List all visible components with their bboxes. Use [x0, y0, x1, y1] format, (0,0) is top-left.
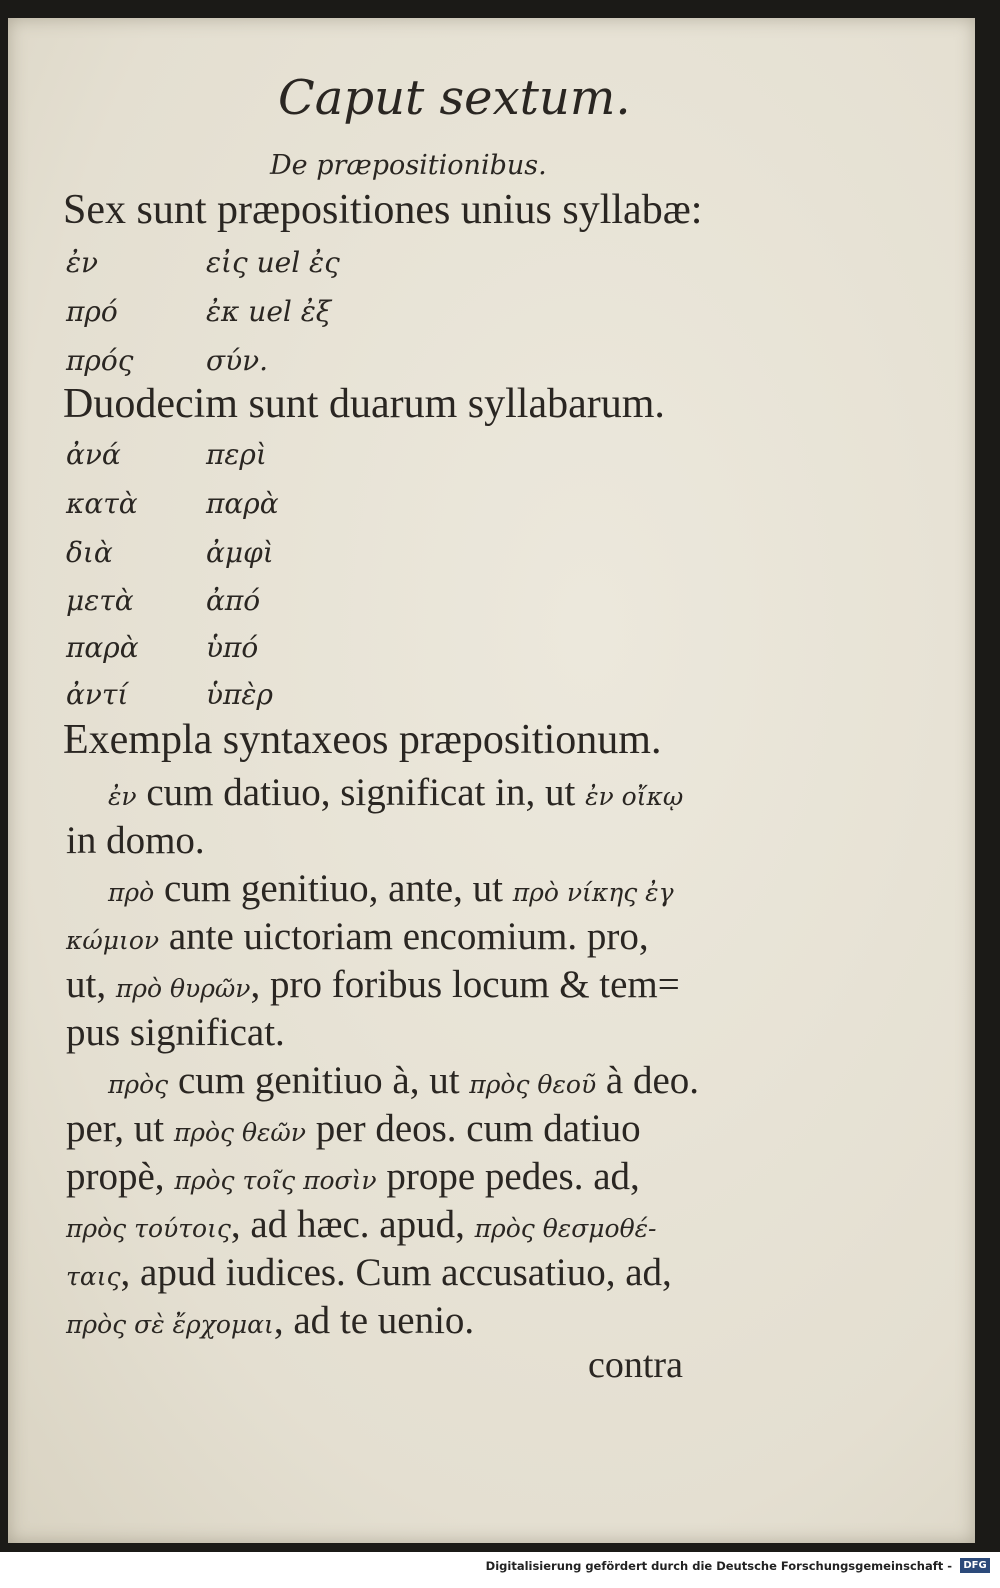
footer-credit: Digitalisierung gefördert durch die Deutsche Forschungsgemeinschaft - — [485, 1559, 952, 1573]
latin-text: ante uictoriam encomium. pro, — [159, 915, 649, 958]
greek-preposition: μετὰ — [66, 584, 134, 617]
greek-preposition: ἐκ uel ἐξ — [206, 295, 332, 328]
greek-term: πρὸς θεοῦ — [469, 1070, 597, 1099]
greek-preposition: περὶ — [206, 438, 267, 471]
greek-term: πρὸς θεσμοθέ- — [474, 1214, 657, 1243]
paragraph-line — [108, 866, 674, 911]
greek-preposition: σύν. — [206, 344, 269, 377]
greek-term: πρὸ θυρῶν — [115, 974, 251, 1003]
paragraph-line — [108, 770, 683, 815]
greek-term: κώμιον — [66, 926, 160, 955]
paragraph-line: pus significat. — [66, 1011, 285, 1054]
greek-preposition: ἀπό — [206, 584, 261, 617]
latin-text: per, ut — [66, 1107, 174, 1150]
greek-preposition: κατὰ — [66, 487, 138, 520]
paragraph-line — [66, 1106, 641, 1151]
greek-term: ἐν — [108, 782, 137, 811]
dfg-logo: DFG — [960, 1558, 990, 1573]
latin-text: , pro foribus locum & tem= — [250, 963, 680, 1006]
paragraph-line — [108, 1058, 699, 1103]
latin-text: cum datiuo, significat in, ut — [136, 771, 586, 814]
latin-text: à deo. — [596, 1059, 700, 1102]
paragraph-line — [66, 1154, 640, 1199]
greek-preposition: ὑπὲρ — [206, 678, 273, 711]
greek-preposition: ἀμφὶ — [206, 536, 274, 569]
latin-text: , apud iudices. Cum accusatiuo, ad, — [120, 1251, 672, 1294]
paragraph-line — [66, 962, 680, 1007]
greek-term: πρὸς τούτοις — [66, 1214, 231, 1243]
greek-preposition: πρό — [66, 295, 118, 328]
greek-preposition: παρὰ — [206, 487, 279, 520]
greek-term: ἐν οἴκῳ — [585, 782, 684, 811]
greek-term: πρὸς τοῖς ποσὶν — [174, 1166, 377, 1195]
chapter-title: Caput sextum. — [278, 70, 631, 126]
digitization-footer — [0, 1552, 1000, 1588]
greek-preposition: ὑπό — [206, 631, 259, 664]
section-heading-two-syllables: Duodecim sunt duarum syllabarum. — [63, 381, 665, 427]
greek-term: πρὸς — [108, 1070, 169, 1099]
greek-term: πρὸς σὲ ἔρχομαι — [66, 1310, 274, 1339]
greek-preposition: παρὰ — [66, 631, 139, 664]
latin-text: cum genitiuo à, ut — [168, 1059, 470, 1102]
greek-preposition: ἀνά — [66, 438, 121, 471]
book-page — [8, 18, 975, 1543]
greek-term: πρὸ νίκης ἐγ — [512, 878, 674, 907]
chapter-subtitle: De præpositionibus. — [270, 150, 547, 181]
paragraph-line — [66, 914, 649, 959]
greek-term: ταις — [66, 1262, 121, 1291]
section-heading-one-syllable: Sex sunt præpositiones unius syllabæ: — [63, 187, 703, 233]
latin-text: cum genitiuo, ante, ut — [154, 867, 513, 910]
greek-preposition: ἐν — [66, 246, 99, 279]
greek-preposition: ἀντί — [66, 678, 129, 711]
paragraph-line — [66, 1202, 656, 1247]
greek-preposition: διὰ — [66, 536, 113, 569]
paragraph-line: in domo. — [66, 819, 205, 862]
catchword: contra — [588, 1344, 683, 1386]
latin-text: ut, — [66, 963, 116, 1006]
latin-text: prope pedes. ad, — [376, 1155, 640, 1198]
greek-preposition: εἰς uel ἐς — [206, 246, 340, 279]
section-heading-examples: Exempla syntaxeos præpositionum. — [63, 717, 662, 763]
latin-text: propè, — [66, 1155, 175, 1198]
greek-term: πρὸς θεῶν — [173, 1118, 307, 1147]
greek-preposition: πρός — [66, 344, 134, 377]
paragraph-line — [66, 1250, 672, 1295]
latin-text: per deos. cum datiuo — [306, 1107, 641, 1150]
latin-text: , ad hæc. apud, — [230, 1203, 475, 1246]
greek-term: πρὸ — [108, 878, 155, 907]
paragraph-line — [66, 1298, 474, 1343]
latin-text: , ad te uenio. — [273, 1299, 475, 1342]
